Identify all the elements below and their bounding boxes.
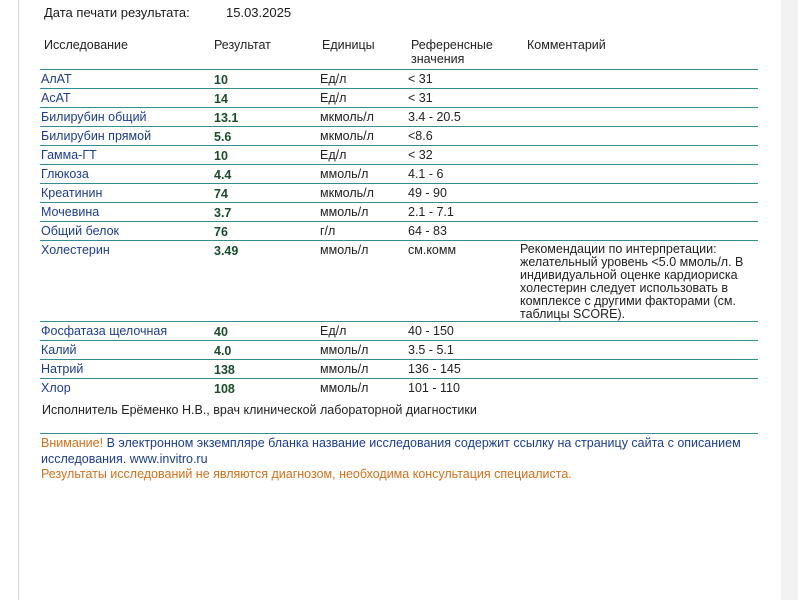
test-result: 13.1 <box>214 111 239 125</box>
test-comment: Рекомендации по интерпретации: желательный уровень <5.0 ммоль/л. В индивидуальной оценке кардиориска холестерин следует использовать в комплексе с другими факторами (см. таблицы SCORE). <box>520 242 744 321</box>
test-reference: 3.4 - 20.5 <box>408 110 461 124</box>
print-date-label: Дата печати результата: <box>44 5 190 20</box>
divider <box>40 433 758 434</box>
test-reference: <8.6 <box>408 129 433 143</box>
table-row <box>40 378 758 397</box>
test-name[interactable]: Общий белок <box>41 224 120 238</box>
table-row <box>40 359 758 378</box>
print-date-value: 15.03.2025 <box>226 5 292 20</box>
test-result: 74 <box>214 187 228 201</box>
table-row <box>40 145 758 164</box>
test-result: 3.49 <box>214 244 239 258</box>
table-row <box>40 240 758 321</box>
header-reference: Референсные значения <box>411 38 493 66</box>
table-row <box>40 183 758 202</box>
test-name[interactable]: Билирубин прямой <box>41 129 152 143</box>
test-reference: 101 - 110 <box>408 381 460 395</box>
test-result: 10 <box>214 73 228 87</box>
test-name[interactable]: Хлор <box>41 381 71 395</box>
test-name[interactable]: Калий <box>41 343 77 357</box>
notice-text[interactable]: В электронном экземпляре бланка название исследования содержит ссылку на страницу сайта с описанием исследования. www.invitro.ru <box>41 436 741 466</box>
page-edge <box>781 0 798 600</box>
test-unit: ммоль/л <box>320 167 369 181</box>
test-unit: Ед/л <box>320 72 347 86</box>
test-unit: ммоль/л <box>320 343 369 357</box>
test-result: 5.6 <box>214 130 232 144</box>
test-result: 40 <box>214 325 228 339</box>
test-reference: см.комм <box>408 243 457 257</box>
test-result: 10 <box>214 149 228 163</box>
performer: Исполнитель Ерёменко Н.В., врач клинической лабораторной диагностики <box>42 403 477 417</box>
test-name[interactable]: Гамма-ГТ <box>41 148 97 162</box>
test-reference: < 31 <box>408 72 433 86</box>
test-result: 138 <box>214 363 235 377</box>
test-result: 76 <box>214 225 228 239</box>
test-name[interactable]: Натрий <box>41 362 84 376</box>
test-reference: 40 - 150 <box>408 324 454 338</box>
table-row <box>40 88 758 107</box>
test-result: 4.4 <box>214 168 232 182</box>
test-reference: 2.1 - 7.1 <box>408 205 454 219</box>
test-name[interactable]: Фосфатаза щелочная <box>41 324 168 338</box>
header-name: Исследование <box>44 38 128 52</box>
test-name[interactable]: АсАТ <box>41 91 71 105</box>
test-name[interactable]: Билирубин общий <box>41 110 147 124</box>
header-comment: Комментарий <box>527 38 606 52</box>
test-reference: < 31 <box>408 91 433 105</box>
test-reference: 136 - 145 <box>408 362 461 376</box>
table-row <box>40 164 758 183</box>
table-row <box>40 202 758 221</box>
test-result: 108 <box>214 382 235 396</box>
table-row <box>40 221 758 240</box>
test-unit: Ед/л <box>320 324 347 338</box>
test-unit: ммоль/л <box>320 362 369 376</box>
table-row <box>40 126 758 145</box>
test-unit: ммоль/л <box>320 381 369 395</box>
disclaimer: Результаты исследований не являются диагнозом, необходима консультация специалиста. <box>41 467 572 481</box>
table-row <box>40 340 758 359</box>
table-row <box>40 107 758 126</box>
test-reference: 64 - 83 <box>408 224 447 238</box>
test-unit: ммоль/л <box>320 243 369 257</box>
test-unit: Ед/л <box>320 91 347 105</box>
test-unit: мкмоль/л <box>320 110 374 124</box>
test-unit: мкмоль/л <box>320 129 374 143</box>
test-unit: г/л <box>320 224 336 238</box>
test-name[interactable]: Мочевина <box>41 205 100 219</box>
test-result: 14 <box>214 92 228 106</box>
header-result: Результат <box>214 38 271 52</box>
test-result: 3.7 <box>214 206 232 220</box>
test-reference: < 32 <box>408 148 433 162</box>
test-name[interactable]: Глюкоза <box>41 167 89 181</box>
test-unit: мкмоль/л <box>320 186 374 200</box>
test-reference: 49 - 90 <box>408 186 447 200</box>
test-result: 4.0 <box>214 344 232 358</box>
table-row <box>40 69 758 88</box>
header-units: Единицы <box>322 38 375 52</box>
notice <box>41 436 761 483</box>
notice-warning: Внимание! <box>41 436 104 450</box>
test-reference: 3.5 - 5.1 <box>408 343 454 357</box>
results-table <box>40 69 758 397</box>
test-unit: ммоль/л <box>320 205 369 219</box>
test-name[interactable]: Холестерин <box>41 243 110 257</box>
table-row <box>40 321 758 340</box>
test-reference: 4.1 - 6 <box>408 167 444 181</box>
test-name[interactable]: Креатинин <box>41 186 103 200</box>
test-name[interactable]: АлАТ <box>41 72 72 86</box>
test-unit: Ед/л <box>320 148 347 162</box>
